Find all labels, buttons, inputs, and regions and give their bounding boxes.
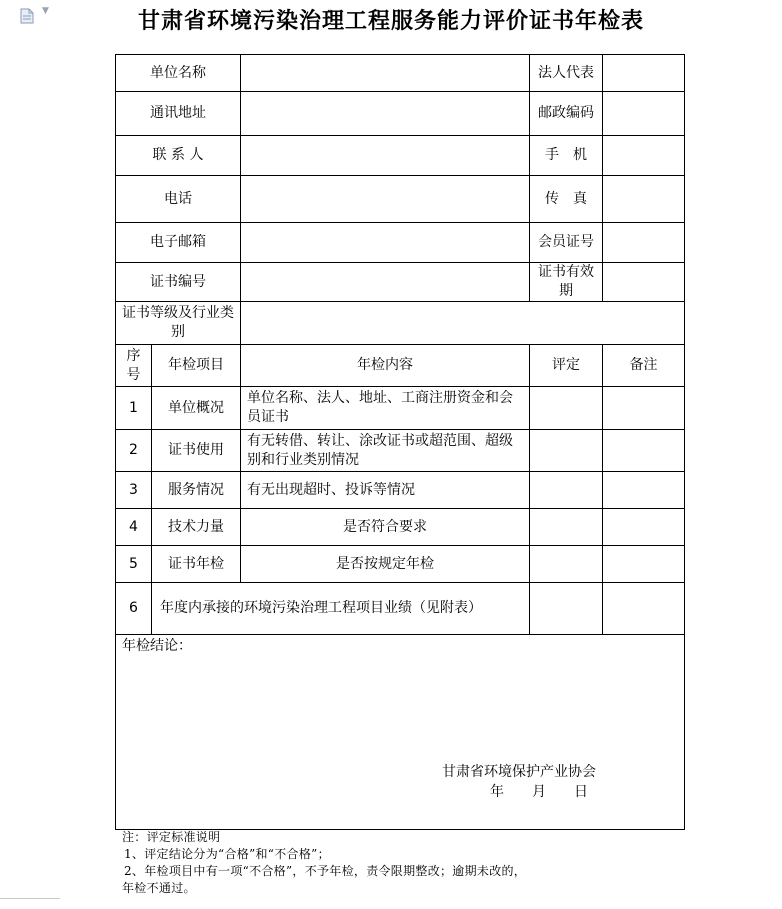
postcode-field[interactable] xyxy=(603,92,685,136)
info-row xyxy=(116,223,685,263)
cert-validity-field[interactable] xyxy=(603,263,685,302)
address-field[interactable] xyxy=(241,92,530,136)
fax-field[interactable] xyxy=(603,176,685,223)
fax-label: 传 真 xyxy=(530,176,603,223)
row-content: 有无转借、转让、涂改证书或超范围、超级别和行业类别情况 xyxy=(241,430,530,472)
info-row xyxy=(116,263,685,302)
note-item: 2、年检项目中有一项“不合格”，不予年检，责令限期整改；逾期未改的， xyxy=(124,864,527,878)
member-no-label: 会员证号 xyxy=(530,223,603,263)
email-label: 电子邮箱 xyxy=(116,223,241,263)
row-item: 技术力量 xyxy=(152,509,241,546)
table-row xyxy=(116,509,685,546)
unit-name-label: 单位名称 xyxy=(116,55,241,92)
row-item: 证书使用 xyxy=(152,430,241,472)
conclusion-cell[interactable] xyxy=(116,635,685,830)
page-title: 甘肃省环境污染治理工程服务能力评价证书年检表 xyxy=(137,8,644,34)
mobile-field[interactable] xyxy=(603,136,685,176)
note-cell[interactable] xyxy=(603,430,685,472)
row-no: 5 xyxy=(116,546,152,583)
row-content: 单位名称、法人、地址、工商注册资金和会员证书 xyxy=(241,387,530,430)
header-no: 序号 xyxy=(116,345,152,387)
issuing-organization: 甘肃省环境保护产业协会 xyxy=(442,764,596,780)
notes-section xyxy=(122,829,526,897)
row-item: 服务情况 xyxy=(152,472,241,509)
info-row xyxy=(116,55,685,92)
table-row xyxy=(116,583,685,635)
phone-label: 电话 xyxy=(116,176,241,223)
postcode-label: 邮政编码 xyxy=(530,92,603,136)
info-row xyxy=(116,176,685,223)
row-item: 单位概况 xyxy=(152,387,241,430)
cert-no-label: 证书编号 xyxy=(116,263,241,302)
phone-field[interactable] xyxy=(241,176,530,223)
note-cell[interactable] xyxy=(603,546,685,583)
table-row xyxy=(116,546,685,583)
conclusion-row xyxy=(116,635,685,830)
email-field[interactable] xyxy=(241,223,530,263)
address-label: 通讯地址 xyxy=(116,92,241,136)
note-item: 1、评定结论分为“合格”和“不合格”； xyxy=(124,847,330,861)
cert-category-label: 证书等级及行业类别 xyxy=(116,302,241,345)
note-item: 年检不通过。 xyxy=(122,881,196,895)
row-content: 年度内承接的环境污染治理工程项目业绩（见附表） xyxy=(152,583,530,635)
info-row xyxy=(116,136,685,176)
header-item: 年检项目 xyxy=(152,345,241,387)
cert-category-field[interactable] xyxy=(241,302,685,345)
row-no: 2 xyxy=(116,430,152,472)
header-note: 备注 xyxy=(603,345,685,387)
cert-no-field[interactable] xyxy=(241,263,530,302)
contact-field[interactable] xyxy=(241,136,530,176)
unit-name-field[interactable] xyxy=(241,55,530,92)
note-cell[interactable] xyxy=(603,387,685,430)
rating-cell[interactable] xyxy=(530,546,603,583)
table-row xyxy=(116,387,685,430)
chevron-down-icon[interactable]: ▼ xyxy=(42,6,49,16)
header-rating: 评定 xyxy=(530,345,603,387)
inspection-form-table xyxy=(115,54,685,830)
row-content: 是否按规定年检 xyxy=(241,546,530,583)
notes-title: 注：评定标准说明 xyxy=(122,830,221,844)
row-content: 有无出现超时、投诉等情况 xyxy=(241,472,530,509)
rating-cell[interactable] xyxy=(530,387,603,430)
row-no: 4 xyxy=(116,509,152,546)
row-no: 3 xyxy=(116,472,152,509)
legal-rep-field[interactable] xyxy=(603,55,685,92)
header-content: 年检内容 xyxy=(241,345,530,387)
row-content: 是否符合要求 xyxy=(241,509,530,546)
rating-cell[interactable] xyxy=(530,583,603,635)
date-line: 年 月 日 xyxy=(490,784,588,800)
row-item: 证书年检 xyxy=(152,546,241,583)
note-cell[interactable] xyxy=(603,472,685,509)
note-cell[interactable] xyxy=(603,509,685,546)
table-row xyxy=(116,430,685,472)
conclusion-label: 年检结论： xyxy=(122,638,192,654)
member-no-field[interactable] xyxy=(603,223,685,263)
contact-label: 联 系 人 xyxy=(116,136,241,176)
table-row xyxy=(116,472,685,509)
rating-cell[interactable] xyxy=(530,509,603,546)
note-cell[interactable] xyxy=(603,583,685,635)
rating-cell[interactable] xyxy=(530,430,603,472)
category-row xyxy=(116,302,685,345)
legal-rep-label: 法人代表 xyxy=(530,55,603,92)
row-no: 1 xyxy=(116,387,152,430)
cert-validity-label: 证书有效期 xyxy=(530,263,603,302)
page-divider xyxy=(0,898,60,899)
row-no: 6 xyxy=(116,583,152,635)
info-row xyxy=(116,92,685,136)
rating-cell[interactable] xyxy=(530,472,603,509)
header-row xyxy=(116,345,685,387)
mobile-label: 手 机 xyxy=(530,136,603,176)
